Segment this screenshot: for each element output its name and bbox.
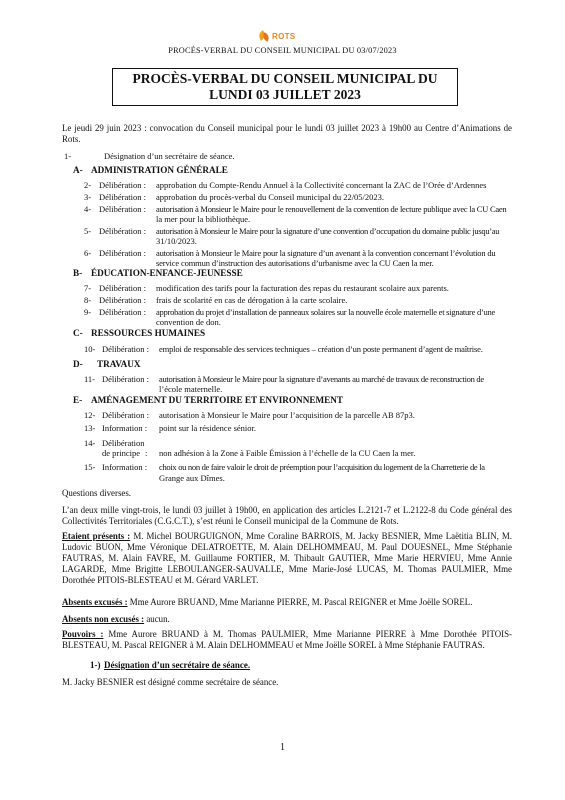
item-text-continued: convention de don. (156, 317, 221, 327)
secretary-text: M. Jacky BESNIER est désigné comme secrétaire de séance. (62, 677, 279, 687)
item-text: point sur la résidence sénior. (159, 423, 257, 433)
title-line-2: LUNDI 03 JUILLET 2023 (209, 87, 361, 102)
excuses-paragraph (62, 597, 512, 608)
item-label: Délibération : (99, 283, 146, 293)
secretary-heading: Désignation d’un secrétaire de séance. (104, 660, 251, 670)
pouvoirs-label: Pouvoirs : (62, 629, 104, 639)
item-text: Désignation d’un secrétaire de séance. (104, 151, 235, 161)
non-excuses-label: Absents non excusés : (62, 614, 145, 624)
item-label: Délibération : (99, 226, 146, 236)
item-number: 2- (84, 180, 92, 190)
item-text-continued: l’école maternelle. (159, 384, 223, 394)
section-title: ÉDUCATION-ENFANCE-JEUNESSE (91, 268, 243, 278)
item-number: 3- (84, 192, 92, 202)
item-text: emploi de responsable des services techniques – création d’un poste permanent d’agent de maîtrise. (159, 344, 483, 354)
item-number: 9- (84, 307, 92, 317)
logo-text: ROTS (272, 31, 296, 41)
non-excuses-text: aucun. (144, 614, 170, 624)
opening-paragraph: L’an deux mille vingt-trois, le lundi 03 juillet à 19h00, en application des articles L.2121-7 et L.2122-8 du Code général des Collectivités Territoriales (C.G.C.T.), s’est réuni le Conseil municipal de la Commune de Rots. (62, 505, 512, 526)
item-label: Information : (102, 423, 148, 433)
item-label: Délibération : (99, 180, 146, 190)
item-number: 1- (64, 151, 72, 161)
pouvoirs-text: Mme Aurore BRUAND à M. Thomas PAULMIER, Mme Marianne PIERRE à Mme Dorothée PITOIS-BLESTEAU, M. Pascal REIGNER à M. Alain DELHOMMEAU et Mme Joëlle SOREL à Mme Stéphanie FAUTRAS. (62, 629, 513, 650)
section-title: TRAVAUX (97, 359, 141, 369)
item-text-continued: Grange aux Dîmes. (159, 473, 225, 483)
excuses-label: Absents excusés : (62, 597, 128, 607)
document-title (112, 68, 458, 106)
section-letter: A- (73, 165, 83, 175)
item-number: 4- (84, 204, 92, 214)
section-letter: C- (73, 328, 83, 338)
intro-paragraph: Le jeudi 29 juin 2023 : convocation du Conseil municipal pour le lundi 03 juillet 2023 à 19h00 au Centre d’Animations de Rots. (62, 123, 512, 144)
item-label: Délibération : (99, 192, 146, 202)
item-number: 7- (84, 283, 92, 293)
item-text-continued: la mer pour la bibliothèque. (156, 214, 251, 224)
pouvoirs-paragraph (62, 629, 512, 651)
item-text-continued: service commun d’instruction des autorisations d’urbanisme avec la CU Caen la mer. (156, 258, 434, 268)
item-number: 11- (84, 374, 96, 384)
presents-text: M. Michel BOURGUIGNON, Mme Coraline BARROIS, M. Jacky BESNIER, Mme Laëtitia BLIN, M. Ludovic BUON, Mme Véronique DELATROETTE, M. Alain DELHOMMEAU, M. Paul DOUESNEL, Mme Stéphanie FAUTRAS, M. Alain FAVRE, M. Guillaume FORTIER, M. Thibault GAUTIER, Mme Marie HERVIEU, Mme Annie LAGARDE, Mme Brigitte LEBOULANGER-SAUVALLE, Mme Marie-José LUCAS, M. Thomas PAULMIER, Mme Dorothée PITOIS-BLESTEAU et M. Gérard VARLET. (62, 531, 512, 585)
item-separator: : (145, 448, 148, 458)
item-text: non adhésion à la Zone à Faible Émission à l’échelle de la CU Caen la mer. (159, 448, 416, 458)
item-text-continued: 31/10/2023. (156, 236, 197, 246)
section-title: AMÉNAGEMENT DU TERRITOIRE ET ENVIRONNEMENT (91, 395, 344, 405)
rots-logo (259, 30, 295, 42)
questions-diverses: Questions diverses. (62, 488, 132, 498)
section-title: ADMINISTRATION GÉNÉRALE (91, 165, 228, 175)
item-label-continued: de principe (102, 448, 140, 458)
item-number: 5- (84, 226, 92, 236)
excuses-text: Mme Aurore BRUAND, Mme Marianne PIERRE, M. Pascal REIGNER et Mme Joëlle SOREL. (127, 597, 473, 607)
item-text: autorisation à Monsieur le Maire pour la signature d’avenants au marché de travaux de reconstruction de (159, 374, 484, 384)
item-number: 12- (84, 410, 96, 420)
item-label: Information : (102, 462, 148, 472)
item-label: Délibération : (102, 344, 149, 354)
item-text: autorisation à Monsieur le Maire pour la signature d’un avenant à la convention concernant l’évolution du (156, 248, 496, 258)
item-number: 8- (84, 295, 92, 305)
item-label: Délibération : (99, 204, 146, 214)
item-number: 13- (84, 423, 96, 433)
item-text: approbation du procès-verbal du Conseil municipal du 22/05/2023. (156, 192, 385, 202)
section-letter: E- (73, 395, 83, 405)
item-label: Délibération : (99, 295, 146, 305)
item-label: Délibération : (102, 374, 149, 384)
item-text: approbation du projet d’installation de panneaux solaires sur la nouvelle école maternelle et signature d’une (156, 307, 496, 317)
item-text: frais de scolarité en cas de dérogation à la carte scolaire. (156, 295, 348, 305)
item-number: 6- (84, 248, 92, 258)
item-number: 14- (84, 438, 96, 448)
item-text: autorisation à Monsieur le Maire pour la signature d’une convention d’occupation du domaine public jusqu’au (156, 226, 500, 236)
item-label: Délibération : (99, 248, 146, 258)
item-text: approbation du Compte-Rendu Annuel à la Collectivité concernant la ZAC de l’Orée d’Ardennes (156, 180, 487, 190)
item-text: modification des tarifs pour la facturation des repas du restaurant scolaire aux parents. (156, 283, 449, 293)
presents-label: Etaient présents : (62, 531, 131, 541)
page-number: 1 (280, 742, 285, 753)
non-excuses-paragraph (62, 614, 512, 625)
presents-paragraph (62, 531, 512, 586)
item-text: autorisation à Monsieur le Maire pour le renouvellement de la convention de lecture publique avec la CU Caen (156, 204, 507, 214)
section-letter: D- (73, 359, 83, 369)
secretary-heading-number: 1-) (90, 660, 101, 670)
running-title: PROCÉS-VERBAL DU CONSEIL MUNICIPAL DU 03/07/2023 (168, 46, 397, 55)
title-line-1: PROCÈS-VERBAL DU CONSEIL MUNICIPAL DU (132, 71, 438, 86)
item-label: Délibération : (99, 307, 146, 317)
leaf-logo-icon (259, 30, 269, 42)
item-text: choix ou non de faire valoir le droit de préemption pour l’acquisition du logement de la Charretterie de la (159, 462, 485, 472)
item-text: autorisation à Monsieur le Maire pour l’acquisition de la parcelle AB 87p3. (159, 410, 415, 420)
item-number: 10- (84, 344, 96, 354)
item-label: Délibération (102, 438, 145, 448)
item-label: Délibération : (102, 410, 149, 420)
item-number: 15- (84, 462, 96, 472)
section-letter: B- (73, 268, 83, 278)
section-title: RESSOURCES HUMAINES (91, 328, 206, 338)
